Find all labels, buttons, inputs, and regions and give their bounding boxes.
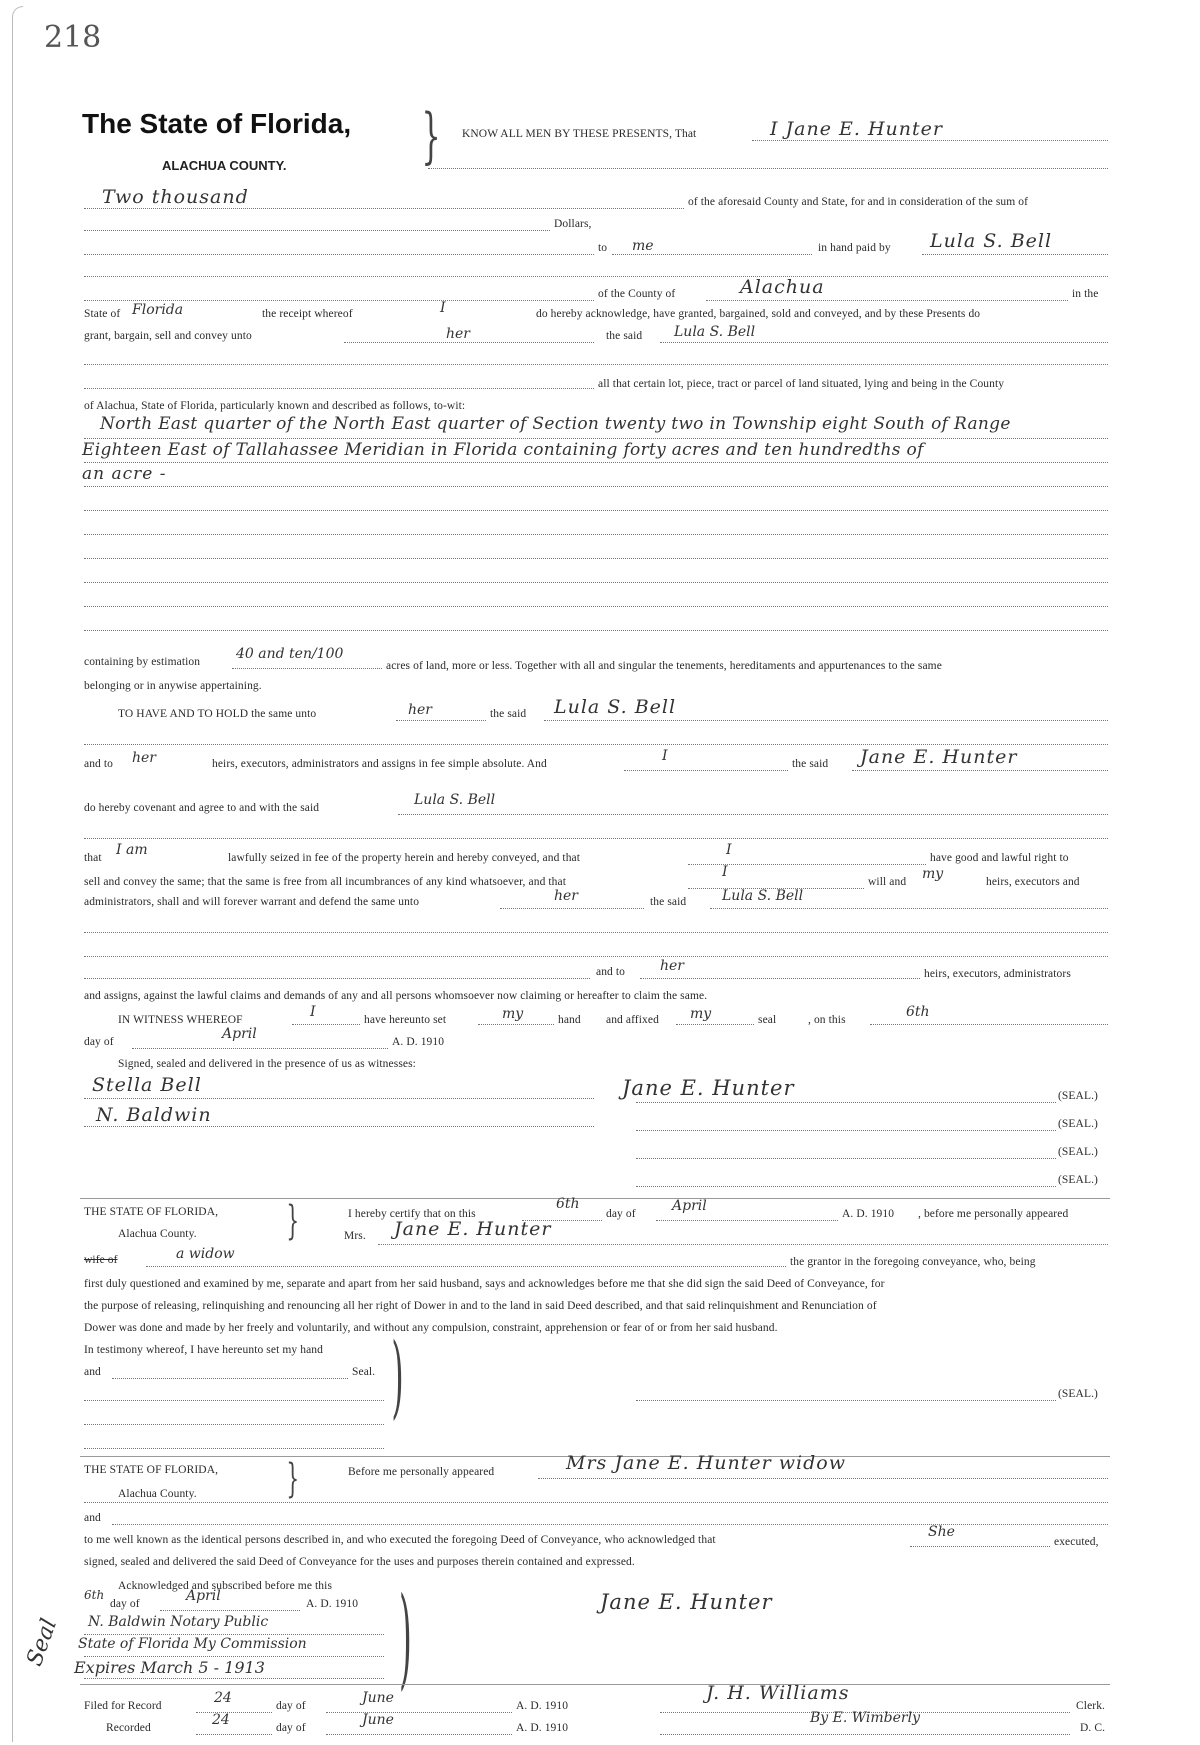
ack1-seal-word: Seal. bbox=[352, 1366, 376, 1378]
ack1-testimony: In testimony whereof, I have hereunto set my hand bbox=[84, 1344, 323, 1356]
and-to-text: and to bbox=[84, 758, 114, 770]
county-heading: ALACHUA COUNTY. bbox=[162, 158, 287, 173]
ack1-before-me: , before me personally appeared bbox=[918, 1208, 1069, 1220]
ack1-month-handwriting: April bbox=[672, 1198, 707, 1214]
and-assigns-text: and assigns, against the lawful claims and demands of any and all persons whomsoever now claiming or hereafter to claim the same. bbox=[84, 990, 708, 1002]
all-that-text: all that certain lot, piece, tract or parcel of land situated, lying and being in the County bbox=[598, 378, 1005, 390]
ack2-executed: executed, bbox=[1054, 1536, 1099, 1548]
day-handwriting: 6th bbox=[906, 1004, 930, 1020]
ack2-day-handwriting: 6th bbox=[84, 1588, 105, 1602]
ack2-notary-2: State of Florida My Commission bbox=[78, 1636, 307, 1652]
rec-day-handwriting: 24 bbox=[212, 1712, 230, 1728]
that-2-handwriting: I bbox=[726, 842, 732, 858]
ack1-para-1: first duly questioned and examined by me, separate and apart from her said husband, says and acknowledges before me that she did sign the said Deed of Conveyance, for bbox=[84, 1278, 885, 1290]
filed-month-handwriting: June bbox=[362, 1690, 394, 1706]
ack2-day-of: day of bbox=[110, 1598, 140, 1610]
witness-2-signature: N. Baldwin bbox=[96, 1104, 212, 1126]
of-alachua-text: of Alachua, State of Florida, particularly known and described as follows, to-wit: bbox=[84, 400, 466, 412]
filed-ad: A. D. 1910 bbox=[516, 1700, 569, 1712]
and-said-handwriting: Jane E. Hunter bbox=[860, 746, 1018, 768]
receipt-text: the receipt whereof bbox=[262, 308, 353, 320]
seal-3: (SEAL.) bbox=[1058, 1146, 1098, 1158]
ack2-signature: Jane E. Hunter bbox=[600, 1590, 773, 1614]
know-all-text: KNOW ALL MEN BY THESE PRESENTS, That bbox=[462, 128, 697, 140]
and-affixed-text: and affixed bbox=[606, 1014, 659, 1026]
ack1-wife-handwriting: a widow bbox=[176, 1246, 235, 1262]
ack1-mrs-handwriting: Jane E. Hunter bbox=[394, 1218, 552, 1240]
page-border bbox=[12, 6, 23, 1742]
ack1-para-3: Dower was done and made by her freely and voluntarily, and without any compulsion, constraint, apprehension or fear of or from her said husband. bbox=[84, 1322, 778, 1334]
ack1-county: Alachua County. bbox=[118, 1228, 197, 1240]
defend-handwriting: her bbox=[554, 888, 578, 904]
ack1-ad: A. D. 1910 bbox=[842, 1208, 895, 1220]
state-of-text: State of bbox=[84, 308, 121, 320]
ack2-before-me: Before me personally appeared bbox=[348, 1466, 495, 1478]
will-handwriting: my bbox=[922, 866, 944, 882]
ack2-ad: A. D. 1910 bbox=[306, 1598, 359, 1610]
sell-convey-text: sell and convey the same; that the same is free from all incumbrances of any kind whatsoever, and that bbox=[84, 876, 567, 888]
that-text: that bbox=[84, 852, 102, 864]
ack2-who-handwriting: She bbox=[928, 1524, 955, 1540]
ack1-and: and bbox=[84, 1366, 101, 1378]
notary-seal-mark: Seal bbox=[22, 1615, 63, 1670]
county-handwriting: Alachua bbox=[740, 276, 825, 298]
do-hereby-text: do hereby acknowledge, have granted, bargained, sold and conveyed, and by these Presents do bbox=[536, 308, 981, 320]
heirs-executors-3-text: heirs, executors, administrators bbox=[924, 968, 1071, 980]
ack1-day-handwriting: 6th bbox=[556, 1196, 580, 1212]
lawfully-seized-text: lawfully seized in fee of the property herein and hereby conveyed, and that bbox=[228, 852, 581, 864]
ack2-acknowledged: Acknowledged and subscribed before me this bbox=[118, 1580, 333, 1592]
ack2-to-me-known: to me well known as the identical persons described in, and who executed the foregoing Deed of Conveyance, who acknowledged that bbox=[84, 1534, 716, 1546]
sum-handwriting: Two thousand bbox=[102, 186, 249, 208]
acres-handwriting: 40 and ten/100 bbox=[236, 646, 344, 662]
hand-text: hand bbox=[558, 1014, 581, 1026]
section-divider bbox=[80, 1198, 1110, 1199]
paid-by-text: in hand paid by bbox=[818, 242, 891, 254]
that-handwriting: I am bbox=[116, 842, 148, 858]
belonging-text: belonging or in anywise appertaining. bbox=[84, 680, 262, 692]
ack2-and: and bbox=[84, 1512, 101, 1524]
header-brace: } bbox=[421, 101, 441, 171]
in-witness-text: IN WITNESS WHEREOF bbox=[118, 1014, 243, 1026]
receipt-handwriting: I bbox=[440, 300, 446, 316]
filed-for-record: Filed for Record bbox=[84, 1700, 162, 1712]
covenant-handwriting: Lula S. Bell bbox=[414, 792, 496, 808]
grantor-signature: Jane E. Hunter bbox=[622, 1076, 795, 1100]
the-said-3-text: the said bbox=[792, 758, 829, 770]
filed-day-handwriting: 24 bbox=[214, 1690, 232, 1706]
day-of-text: day of bbox=[84, 1036, 114, 1048]
clerk-label: Clerk. bbox=[1076, 1700, 1106, 1712]
to-have-text: TO HAVE AND TO HOLD the same unto bbox=[118, 708, 317, 720]
signed-sealed-text: Signed, sealed and delivered in the presence of us as witnesses: bbox=[118, 1058, 416, 1070]
dc-signature: By E. Wimberly bbox=[810, 1710, 920, 1726]
rec-month-handwriting: June bbox=[362, 1712, 394, 1728]
said-handwriting: Lula S. Bell bbox=[674, 324, 756, 340]
will-and-text: will and bbox=[868, 876, 907, 888]
recorded-label: Recorded bbox=[106, 1722, 151, 1734]
clerk-signature: J. H. Williams bbox=[706, 1682, 850, 1704]
ack1-certify-text: I hereby certify that on this bbox=[348, 1208, 476, 1220]
state-title: The State of Florida, bbox=[82, 108, 352, 139]
have-hereunto-text: have hereunto set bbox=[364, 1014, 447, 1026]
description-line-3: an acre - bbox=[82, 464, 167, 484]
ack2-notary-3: Expires March 5 - 1913 bbox=[74, 1658, 265, 1677]
on-this-text: , on this bbox=[808, 1014, 846, 1026]
ack1-seal: (SEAL.) bbox=[1058, 1388, 1098, 1400]
and-handwriting: I bbox=[662, 748, 668, 764]
ad-text: A. D. 1910 bbox=[392, 1036, 445, 1048]
seal-2: (SEAL.) bbox=[1058, 1118, 1098, 1130]
rec-day-of: day of bbox=[276, 1722, 306, 1734]
sell-handwriting: I bbox=[722, 864, 728, 880]
seal-text: seal bbox=[758, 1014, 777, 1026]
grant-text: grant, bargain, sell and convey unto bbox=[84, 330, 252, 342]
paid-by-handwriting: Lula S. Bell bbox=[930, 230, 1053, 252]
seal-4: (SEAL.) bbox=[1058, 1174, 1098, 1186]
ack2-county: Alachua County. bbox=[118, 1488, 197, 1500]
have-good-text: have good and lawful right to bbox=[930, 852, 1069, 864]
month-handwriting: April bbox=[222, 1026, 257, 1042]
covenant-text: do hereby covenant and agree to and with the said bbox=[84, 802, 320, 814]
have-handwriting: her bbox=[408, 702, 432, 718]
and-to-2-text: and to bbox=[596, 966, 626, 978]
and-to-2-handwriting: her bbox=[660, 958, 684, 974]
deed-page: 218 The State of Florida, } ALACHUA COUNTY. KNOW ALL MEN BY THESE PRESENTS, That I Jane E. Hunter Two thousand of the aforesaid County and State, for and in consideration of the sum of Dollars, to me in hand paid by Lula S. Bell of the County of Alachua in the State of Florida the receipt whereof I do hereby acknowledge, have granted, bargained, sold and conveyed, and by these Presents do grant, bargain, sell and convey unto her the said Lula S. Bell all that certain lot, piece, tract or parcel of land situated, lying and being in the County of Alachua, State of Florida, particularly known and described as follows, to-wit: North East quarter of the North East quarter of Section twenty two in Township eight South of Range Eighteen East of Tallahassee Meridian in Florida containing forty acres and ten hundredths of an acre - containing by estimation 40 and ten/100 acres of land, more or less. Together with all and singular the tenements, hereditaments and appurtenances to the same belonging or in anywise appertaining. TO HAVE AND TO HOLD the same unto her the said Lula S. Bell and to her heirs, executors, administrators and assigns in fee simple absolute. And I the said Jane E. Hunter do hereby covenant and agree to and with the said Lula S. Bell that I am lawfully seized in fee of the property herein and hereby conveyed, and that I have good and lawful right to sell and convey the same; that the same is free from all incumbrances of any kind whatsoever, and that I will and my heirs, executors and administrators, shall and will forever warrant and defend the same unto her the said Lula S. Bell and to her heirs, executors, administrators and assigns, against the lawful claims and demands of any and all persons whomsoever now claiming or hereafter to claim the same. IN WITNESS WHEREOF I have hereunto set my hand and affixed my seal , on this 6th day of April A. D. 1910 Signed, sealed and delivered in the presence of us as witnesses: Stella Bell N. Baldwin Jane E. Hunter (SEAL.) (SEAL.) (SEAL.) (SEAL.) THE STATE OF FLORIDA, Alachua County. } I hereby certify that on this 6th day of April A. D. 1910 , before me personally appeared Mrs. Jane E. Hunter wife of a widow the grantor in the foregoing conveyance, who, being first duly questioned and examined by me, separate and apart from her said husband, says and acknowledges before me that she did sign the said Deed of Conveyance, for the purpose of releasing, relinquishing and renouncing all her right of Dower in and to the land in said Deed described, and that said relinquishment and Renunciation of Dower was done and made by her freely and voluntarily, and without any compulsion, constraint, apprehension or fear of or from her said husband. In testimony whereof, I have hereunto set my hand and Seal. ) (SEAL.) THE STATE OF FLORIDA, Alachua County. } Before me personally appeared Mrs Jane E. Hunter widow and to me well known as the identical persons described in, and who executed the foregoing Deed of Conveyance, who acknowledged that She executed, signed, sealed and delivered the said Deed of Conveyance for the uses and purposes therein contained and expressed. Acknowledged and subscribed before me this 6th day of April A. D. 1910 N. Baldwin Notary Public State of Florida My Commission Expires March 5 - 1913 ) Seal Jane E. Hunter Filed for Record 24 day of June A. D. 1910 J. H. Williams Clerk. Recorded 24 day of June A. D. 1910 By E. Wimberly D. C. bbox=[0, 0, 1200, 1745]
unto-handwriting: her bbox=[446, 326, 470, 342]
administrators-text: administrators, shall and will forever warrant and defend the same unto bbox=[84, 896, 420, 908]
acres-of-land-text: acres of land, more or less. Together with all and singular the tenements, hereditaments and appurtenances to the same bbox=[386, 660, 942, 672]
ack1-wife-of: wife of bbox=[84, 1254, 118, 1266]
defend-said-handwriting: Lula S. Bell bbox=[722, 888, 804, 904]
to-handwriting: me bbox=[632, 238, 654, 254]
dollars-text: Dollars, bbox=[554, 218, 592, 230]
witness-1-signature: Stella Bell bbox=[92, 1074, 202, 1096]
description-line-1: North East quarter of the North East quarter of Section twenty two in Township eight South of Range bbox=[100, 414, 1011, 434]
ack1-day-of: day of bbox=[606, 1208, 636, 1220]
ack2-month-handwriting: April bbox=[186, 1588, 221, 1604]
description-line-2: Eighteen East of Tallahassee Meridian in Florida containing forty acres and ten hundredths of bbox=[82, 440, 924, 460]
section-divider-3 bbox=[80, 1684, 1110, 1685]
the-said-2-text: the said bbox=[490, 708, 527, 720]
dc-label: D. C. bbox=[1080, 1722, 1106, 1734]
and-to-handwriting: her bbox=[132, 750, 156, 766]
state-handwriting: Florida bbox=[132, 302, 184, 318]
ack1-mrs: Mrs. bbox=[344, 1230, 366, 1242]
rec-ad: A. D. 1910 bbox=[516, 1722, 569, 1734]
seal-1: (SEAL.) bbox=[1058, 1090, 1098, 1102]
page-number: 218 bbox=[44, 20, 102, 55]
aforesaid-text: of the aforesaid County and State, for and in consideration of the sum of bbox=[688, 196, 1029, 208]
to-text: to bbox=[598, 242, 608, 254]
have-said-handwriting: Lula S. Bell bbox=[554, 696, 677, 718]
containing-text: containing by estimation bbox=[84, 656, 201, 668]
ack1-state: THE STATE OF FLORIDA, bbox=[84, 1206, 219, 1218]
ack2-state: THE STATE OF FLORIDA, bbox=[84, 1464, 219, 1476]
grantor-handwriting: I Jane E. Hunter bbox=[770, 118, 943, 140]
ack2-signed-sealed: signed, sealed and delivered the said Deed of Conveyance for the uses and purposes therein contained and expressed. bbox=[84, 1556, 635, 1568]
filed-day-of: day of bbox=[276, 1700, 306, 1712]
ack1-para-2: the purpose of releasing, relinquishing and renouncing all her right of Dower in and to the land in said Deed described, and that said relinquishment and Renunciation of bbox=[84, 1300, 877, 1312]
the-said-4-text: the said bbox=[650, 896, 687, 908]
set-handwriting: my bbox=[502, 1006, 524, 1022]
heirs-executors-2-text: heirs, executors and bbox=[986, 876, 1080, 888]
heirs-executors-text: heirs, executors, administrators and assigns in fee simple absolute. And bbox=[212, 758, 547, 770]
in-the-text: in the bbox=[1072, 288, 1099, 300]
witness-handwriting: I bbox=[310, 1004, 316, 1020]
ack2-appeared-handwriting: Mrs Jane E. Hunter widow bbox=[566, 1452, 846, 1474]
ack2-notary-1: N. Baldwin Notary Public bbox=[88, 1614, 269, 1630]
affixed-handwriting: my bbox=[690, 1006, 712, 1022]
county-of-text: of the County of bbox=[598, 288, 676, 300]
ack1-grantor-text: the grantor in the foregoing conveyance, who, being bbox=[790, 1256, 1036, 1268]
the-said-text: the said bbox=[606, 330, 643, 342]
